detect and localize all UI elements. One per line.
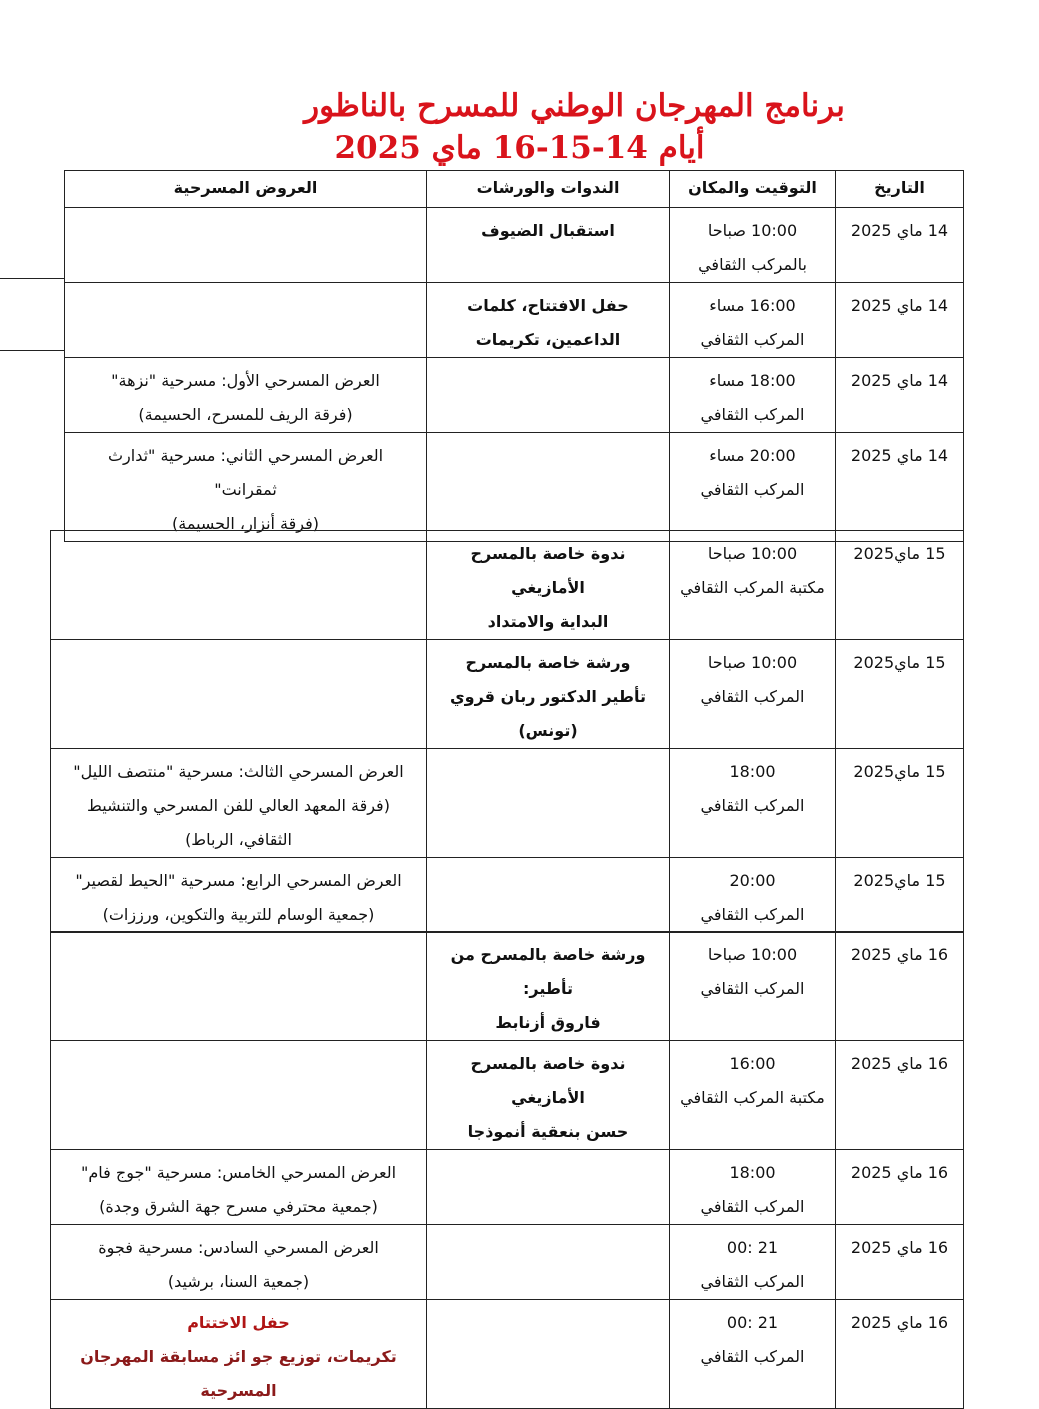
time-text: 10:00 صباحا	[707, 653, 798, 672]
cell-show	[51, 1150, 427, 1225]
cell-show	[51, 531, 427, 640]
cell-show	[51, 640, 427, 749]
place-text: مكتبة المركب الثقافي	[680, 578, 825, 597]
table-row	[51, 1225, 964, 1300]
cell-time-place	[670, 1150, 836, 1225]
place-text: المركب الثقافي	[700, 1272, 805, 1291]
seminar-line: ورشة خاصة بالمسرح من تأطير:	[450, 945, 646, 998]
closing-details: تكريمات، توزيع جو ائز مسابقة المهرجان المسرحية	[80, 1347, 397, 1400]
cell-time-place	[670, 283, 836, 358]
place-text: المركب الثقافي	[700, 979, 805, 998]
seminar-line: تأطير الدكتور ربان قروي (تونس)	[449, 687, 646, 740]
cell-time-place	[670, 640, 836, 749]
time-text: 18:00	[729, 1163, 776, 1182]
seminar-line: حفل الافتتاح، كلمات	[467, 296, 629, 315]
table-row	[65, 433, 964, 542]
cell-date: 15 ماي2025	[836, 858, 964, 933]
time-text: 21 :00	[726, 1238, 779, 1257]
cell-time-place	[670, 932, 836, 1041]
cell-seminar	[427, 1300, 670, 1409]
closing-title: حفل الاختتام	[187, 1313, 290, 1332]
cell-show	[65, 358, 427, 433]
time-text: 20:00	[729, 871, 776, 890]
table-row	[51, 531, 964, 640]
place-text: بالمركب الثقافي	[698, 255, 807, 274]
header-date: التاريخ	[836, 171, 964, 208]
time-text: 18:00	[729, 762, 776, 781]
cell-time-place	[670, 358, 836, 433]
cell-seminar	[427, 531, 670, 640]
cell-date: 16 ماي 2025	[836, 1300, 964, 1409]
cell-time-place	[670, 433, 836, 542]
cell-seminar	[427, 283, 670, 358]
page-subtitle: أيام 14-15-16 ماي 2025	[334, 130, 705, 166]
seminar-line: ندوة خاصة بالمسرح الأمازيغي	[470, 1054, 626, 1107]
show-line: (جمعية السنا، برشيد)	[167, 1272, 310, 1291]
header-shows: العروض المسرحية	[65, 171, 427, 208]
cell-time-place	[670, 858, 836, 933]
show-line: (فرقة الريف للمسرح، الحسيمة)	[138, 405, 353, 424]
seminar-line: ورشة خاصة بالمسرح	[465, 653, 631, 672]
table-row	[65, 208, 964, 283]
place-text: المركب الثقافي	[700, 480, 805, 499]
table-header-row	[65, 171, 964, 208]
cell-seminar	[427, 208, 670, 283]
cell-seminar	[427, 1041, 670, 1150]
time-text: 10:00 صباحا	[707, 945, 798, 964]
seminar-line: البداية والامتداد	[487, 612, 609, 631]
cell-seminar	[427, 358, 670, 433]
schedule-table-day-14	[64, 170, 964, 542]
table-row	[51, 858, 964, 933]
cell-seminar	[427, 932, 670, 1041]
row-divider	[0, 350, 64, 351]
cell-time-place	[670, 1225, 836, 1300]
schedule-table-day-15	[50, 530, 964, 933]
place-text: المركب الثقافي	[700, 405, 805, 424]
cell-seminar	[427, 640, 670, 749]
cell-date: 16 ماي 2025	[836, 1225, 964, 1300]
cell-time-place	[670, 1300, 836, 1409]
show-line: العرض المسرحي الأول: مسرحية "نزهة"	[111, 371, 380, 390]
cell-seminar	[427, 433, 670, 542]
place-text: المركب الثقافي	[700, 796, 805, 815]
seminar-line: فاروق أزنابط	[495, 1013, 601, 1032]
show-line: (جمعية محترفي مسرح جهة الشرق وجدة)	[99, 1197, 378, 1216]
show-line: العرض المسرحي الخامس: مسرحية "جوج فام"	[80, 1163, 397, 1182]
schedule-table-day-16	[50, 931, 964, 1409]
place-text: المركب الثقافي	[700, 687, 805, 706]
cell-show	[51, 749, 427, 858]
place-text: المركب الثقافي	[700, 905, 805, 924]
cell-date: 14 ماي 2025	[836, 283, 964, 358]
place-text: المركب الثقافي	[700, 1197, 805, 1216]
cell-show	[65, 283, 427, 358]
cell-date: 16 ماي 2025	[836, 1150, 964, 1225]
seminar-line: استقبال الضيوف	[481, 221, 615, 240]
table-row	[51, 1150, 964, 1225]
time-text: 16:00	[729, 1054, 776, 1073]
cell-date: 14 ماي 2025	[836, 358, 964, 433]
time-text: 18:00 مساء	[709, 371, 796, 390]
show-line: (فرقة المعهد العالي للفن المسرحي والتنشيط	[87, 796, 390, 815]
table-row	[51, 1041, 964, 1150]
cell-show	[51, 932, 427, 1041]
page-title: برنامج المهرجان الوطني للمسرح بالناظور	[304, 88, 845, 124]
header-time-place: التوقيت والمكان	[670, 171, 836, 208]
seminar-line: الداعمين، تكريمات	[475, 330, 621, 349]
table-row	[51, 932, 964, 1041]
show-line: العرض المسرحي الثالث: مسرحية "منتصف الليل"	[73, 762, 404, 781]
cell-seminar	[427, 749, 670, 858]
table-row	[65, 283, 964, 358]
table-row	[51, 749, 964, 858]
header-seminars: الندوات والورشات	[427, 171, 670, 208]
time-text: 21 :00	[726, 1313, 779, 1332]
show-line: العرض المسرحي الرابع: مسرحية "الحيط لقصير"	[75, 871, 402, 890]
cell-seminar	[427, 858, 670, 933]
show-line: العرض المسرحي السادس: مسرحية فجوة	[98, 1238, 379, 1257]
time-text: 16:00 مساء	[709, 296, 796, 315]
table-row	[51, 1300, 964, 1409]
cell-time-place	[670, 1041, 836, 1150]
cell-date: 15 ماي2025	[836, 531, 964, 640]
cell-show	[65, 433, 427, 542]
cell-date: 14 ماي 2025	[836, 433, 964, 542]
cell-show	[51, 858, 427, 933]
cell-time-place	[670, 531, 836, 640]
table-row	[51, 640, 964, 749]
cell-show	[65, 208, 427, 283]
time-text: 20:00 مساء	[709, 446, 796, 465]
seminar-line: حسن بنعقية أنموذجا	[467, 1122, 629, 1141]
show-line: (جمعية الوسام للتربية والتكوين، ورززات)	[102, 905, 375, 924]
cell-show	[51, 1225, 427, 1300]
cell-date: 16 ماي 2025	[836, 932, 964, 1041]
cell-seminar	[427, 1150, 670, 1225]
cell-date: 15 ماي2025	[836, 640, 964, 749]
place-text: المركب الثقافي	[700, 330, 805, 349]
row-divider	[0, 278, 64, 279]
cell-time-place	[670, 749, 836, 858]
show-line: الثقافي، الرباط)	[185, 830, 292, 849]
cell-seminar	[427, 1225, 670, 1300]
time-text: 10:00 صباحا	[707, 544, 798, 563]
place-text: المركب الثقافي	[700, 1347, 805, 1366]
show-line: (فرقة أنزار، الحسيمة)	[172, 514, 319, 533]
show-line: العرض المسرحي الثاني: مسرحية "ثدارث ثمقرانت"	[107, 446, 384, 499]
cell-show	[51, 1300, 427, 1409]
time-text: 10:00 صباحا	[707, 221, 798, 240]
cell-date: 16 ماي 2025	[836, 1041, 964, 1150]
place-text: مكتبة المركب الثقافي	[680, 1088, 825, 1107]
table-row	[65, 358, 964, 433]
cell-time-place	[670, 208, 836, 283]
cell-date: 15 ماي2025	[836, 749, 964, 858]
cell-show	[51, 1041, 427, 1150]
cell-date: 14 ماي 2025	[836, 208, 964, 283]
seminar-line: ندوة خاصة بالمسرح الأمازيغي	[470, 544, 626, 597]
